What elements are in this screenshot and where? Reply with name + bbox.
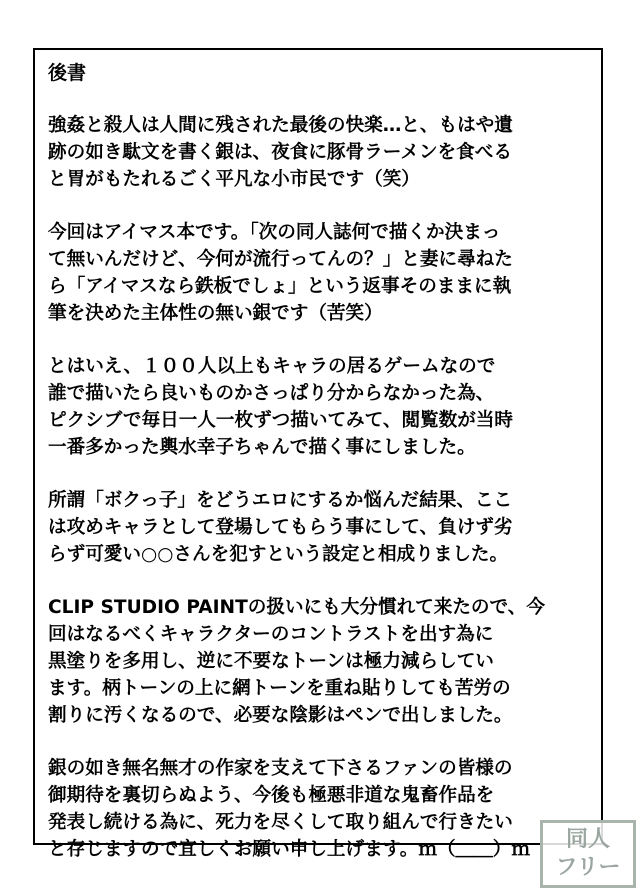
text-line: 筆を決めた主体性の無い銀です（苦笑） [48, 303, 383, 324]
paragraph-3 [48, 353, 593, 461]
text-line: CLIP STUDIO PAINTの扱いにも大分慣れて来たので、今 [48, 597, 545, 618]
text-line: ピクシブで毎日一人一枚ずつ描いてみて、閲覧数が当時 [48, 410, 514, 431]
text-line: 回はなるべくキャラクターのコントラストを出す為に [48, 624, 494, 645]
text-line: 所謂「ボクっ子」をどうエロにするか悩んだ結果、ここ [48, 490, 513, 511]
text-line: ます。柄トーンの上に網トーンを重ね貼りしても苦労の [48, 678, 511, 699]
paragraph-1 [48, 112, 593, 193]
text-line: 御期待を裏切らぬよう、今後も極悪非道な鬼畜作品を [48, 785, 495, 806]
text-line: は攻めキャラとして登場してもらう事にして、負けず劣 [48, 517, 513, 538]
text-line: 誰で描いたら良いものかさっぱり分からなかった為、 [48, 383, 495, 404]
text-line: 黒塗りを多用し、逆に不要なトーンは極力減らしてい [48, 651, 494, 672]
text-line: と存じますので宜しくお願い申し上げます。ｍ（＿＿）ｍ [48, 839, 530, 860]
text-line: らず可愛い○○さんを犯すという設定と相成りました。 [48, 544, 509, 565]
text-line: ら「アイマスなら鉄板でしょ」という返事そのままに執 [48, 276, 512, 297]
paragraph-6 [48, 755, 593, 863]
watermark-line-1: 同人 [565, 827, 610, 852]
text-line: 跡の如き駄文を書く銀は、夜食に豚骨ラーメンを食べる [48, 142, 512, 163]
paragraph-2 [48, 219, 593, 327]
text-line: て無いんだけど、今何が流行ってんの？」と妻に尋ねた [48, 249, 513, 270]
afterword-content [48, 60, 593, 889]
text-line: 割りに汚くなるので、必要な陰影はペンで出しました。 [48, 705, 513, 726]
paragraph-4 [48, 487, 593, 568]
doujin-free-watermark [540, 820, 636, 888]
watermark-line-2: フリー [555, 855, 621, 880]
text-line: 強姦と殺人は人間に残された最後の快楽…と、もはや遺 [48, 115, 513, 136]
paragraph-5 [48, 594, 593, 729]
text-line: 今回はアイマス本です。「次の同人誌何で描くか決まっ [48, 222, 501, 243]
text-line: と胃がもたれるごく平凡な小市民です（笑） [48, 169, 420, 190]
text-line: 一番多かった輿水幸子ちゃんで描く事にしました。 [48, 437, 476, 458]
afterword-frame [33, 48, 603, 860]
text-line: 発表し続ける為に、死力を尽くして取り組んで行きたい [48, 812, 513, 833]
text-line: とはいえ、１００人以上もキャラの居るゲームなので [48, 356, 496, 377]
afterword-title: 後書 [48, 62, 87, 84]
text-line: 銀の如き無名無才の作家を支えて下さるファンの皆様の [48, 758, 513, 779]
